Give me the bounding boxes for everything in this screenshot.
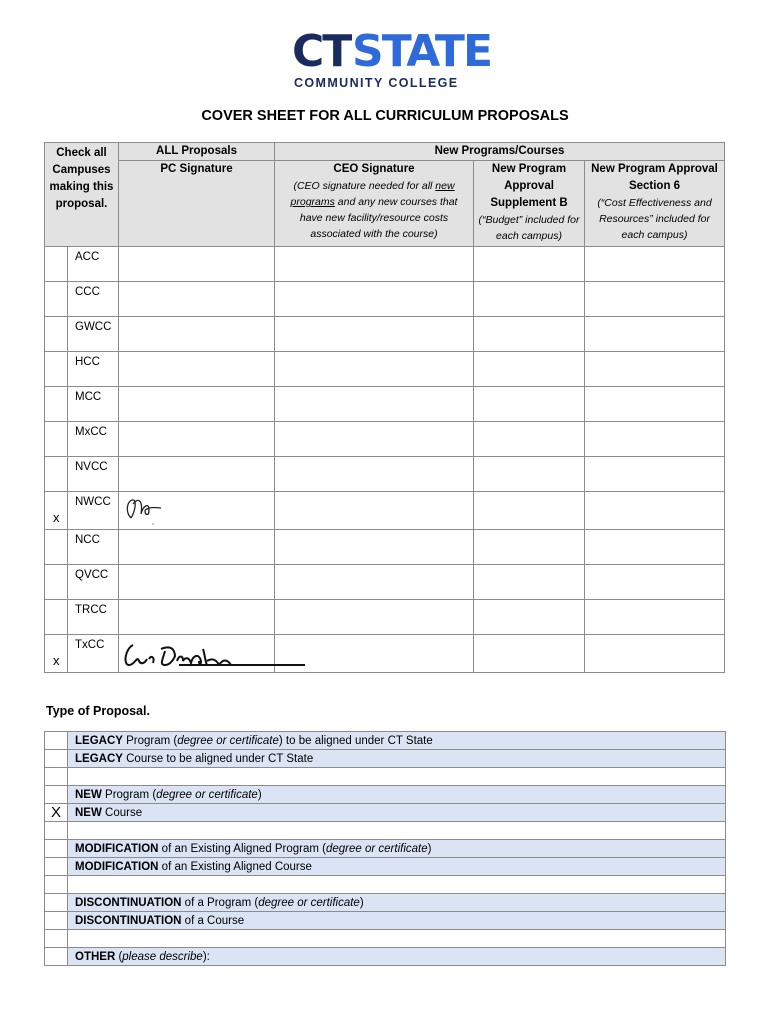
ceo-signature-cell[interactable] bbox=[275, 600, 474, 635]
proposal-type-row bbox=[45, 894, 726, 912]
campus-row bbox=[45, 530, 725, 565]
pc-signature-cell[interactable] bbox=[119, 492, 275, 530]
campus-row bbox=[45, 282, 725, 317]
proposal-type-text-ital: degree or certificate bbox=[177, 734, 279, 747]
campus-column-divider bbox=[67, 456, 68, 492]
proposal-type-text-pre: ( bbox=[115, 950, 123, 963]
campus-row bbox=[45, 422, 725, 457]
ceo-signature-cell[interactable] bbox=[275, 282, 474, 317]
campus-checkbox[interactable] bbox=[45, 282, 119, 317]
proposal-type-checkbox[interactable] bbox=[45, 894, 68, 912]
proposal-type-label bbox=[68, 786, 726, 804]
section-6-cell[interactable] bbox=[585, 352, 725, 387]
header-check-label: Check all Campuses making this proposal. bbox=[49, 147, 114, 210]
proposal-type-text-post: ) bbox=[359, 896, 364, 909]
header-section-6 bbox=[585, 161, 725, 247]
proposal-type-checkbox[interactable] bbox=[45, 822, 68, 840]
section-6-title: New Program Approval Section 6 bbox=[591, 163, 718, 192]
ceo-signature-cell[interactable] bbox=[275, 492, 474, 530]
proposal-type-text-pre: Course bbox=[101, 806, 143, 819]
section-6-note: (“Cost Effectiveness and Resources” included for each campus) bbox=[597, 197, 712, 241]
supplement-b-cell[interactable] bbox=[474, 247, 585, 282]
proposal-type-row bbox=[45, 822, 726, 840]
pc-signature-cell[interactable] bbox=[119, 635, 275, 673]
proposal-type-checkbox[interactable] bbox=[45, 750, 68, 768]
supplement-b-cell[interactable] bbox=[474, 352, 585, 387]
proposal-type-text-pre: Program ( bbox=[122, 734, 178, 747]
ceo-signature-note: (CEO signature needed for all new programs and any new courses that have new facility/resource costs associated with the course) bbox=[290, 180, 458, 240]
proposal-type-text-ital: please describe bbox=[122, 950, 203, 963]
proposal-type-checkbox[interactable] bbox=[45, 786, 68, 804]
campus-row bbox=[45, 457, 725, 492]
campus-name: CCC bbox=[75, 286, 100, 298]
campus-name: TRCC bbox=[75, 604, 107, 616]
logo-ct-text: CT bbox=[292, 26, 351, 77]
header-ceo-signature bbox=[275, 161, 474, 247]
proposal-type-label bbox=[68, 894, 726, 912]
ct-state-logo bbox=[292, 26, 491, 92]
campus-checkbox[interactable] bbox=[45, 600, 119, 635]
proposal-type-label bbox=[68, 876, 726, 894]
pc-signature-cell[interactable] bbox=[119, 457, 275, 492]
campus-checkbox[interactable] bbox=[45, 317, 119, 352]
section-6-cell[interactable] bbox=[585, 422, 725, 457]
proposal-type-checkbox[interactable] bbox=[45, 732, 68, 750]
proposal-type-row bbox=[45, 768, 726, 786]
campus-checkbox[interactable] bbox=[45, 247, 119, 282]
campus-row bbox=[45, 317, 725, 352]
proposal-type-label bbox=[68, 822, 726, 840]
proposal-type-row bbox=[45, 840, 726, 858]
proposal-type-text-pre: of an Existing Aligned Program ( bbox=[158, 842, 326, 855]
proposal-type-label bbox=[68, 840, 726, 858]
campus-row bbox=[45, 635, 725, 673]
campus-column-divider bbox=[67, 386, 68, 422]
proposal-type-checkbox[interactable] bbox=[45, 768, 68, 786]
pc-signature-cell[interactable] bbox=[119, 422, 275, 457]
campus-check-mark: x bbox=[53, 653, 60, 668]
campus-name: QVCC bbox=[75, 569, 109, 581]
supplement-b-cell[interactable] bbox=[474, 422, 585, 457]
supplement-b-cell[interactable] bbox=[474, 282, 585, 317]
proposal-type-row bbox=[45, 876, 726, 894]
proposal-type-text-bold: NEW bbox=[75, 806, 102, 819]
proposal-type-label bbox=[68, 804, 726, 822]
proposal-type-text-bold: MODIFICATION bbox=[75, 860, 159, 873]
campus-column-divider bbox=[67, 529, 68, 565]
ceo-signature-cell[interactable] bbox=[275, 635, 474, 673]
campus-name: NCC bbox=[75, 534, 100, 546]
proposal-type-text-bold: DISCONTINUATION bbox=[75, 896, 182, 909]
ceo-signature-cell[interactable] bbox=[275, 317, 474, 352]
section-6-cell[interactable] bbox=[585, 387, 725, 422]
campus-column-divider bbox=[67, 491, 68, 530]
campus-row bbox=[45, 387, 725, 422]
proposal-type-text-pre: of a Course bbox=[181, 914, 245, 927]
supplement-b-cell[interactable] bbox=[474, 600, 585, 635]
pc-signature-cell[interactable] bbox=[119, 282, 275, 317]
supplement-b-cell[interactable] bbox=[474, 565, 585, 600]
section-6-cell[interactable] bbox=[585, 247, 725, 282]
logo-subtitle: COMMUNITY COLLEGE bbox=[294, 76, 459, 90]
supplement-b-note: (“Budget” included for each campus) bbox=[478, 214, 580, 242]
campus-checkbox[interactable] bbox=[45, 530, 119, 565]
supplement-b-title: New Program Approval Supplement B bbox=[490, 163, 568, 209]
supplement-b-cell[interactable] bbox=[474, 457, 585, 492]
campus-column-divider bbox=[67, 564, 68, 600]
proposal-type-text-pre: Program ( bbox=[101, 788, 157, 801]
campus-name: NWCC bbox=[75, 496, 111, 508]
pc-signature-cell[interactable] bbox=[119, 387, 275, 422]
section-6-cell[interactable] bbox=[585, 635, 725, 673]
pc-signature-cell[interactable] bbox=[119, 530, 275, 565]
proposal-type-label bbox=[68, 732, 726, 750]
document-title: COVER SHEET FOR ALL CURRICULUM PROPOSALS bbox=[201, 108, 569, 124]
proposal-type-table bbox=[44, 731, 726, 966]
supplement-b-cell[interactable] bbox=[474, 530, 585, 565]
campus-name: TxCC bbox=[75, 639, 105, 651]
campus-row bbox=[45, 247, 725, 282]
proposal-type-text-pre: Course to be aligned under CT State bbox=[122, 752, 314, 765]
proposal-type-row bbox=[45, 948, 726, 966]
campus-column-divider bbox=[67, 316, 68, 352]
pc-signature-cell[interactable] bbox=[119, 352, 275, 387]
proposal-type-text-post: ) bbox=[257, 788, 262, 801]
supplement-b-cell[interactable] bbox=[474, 317, 585, 352]
section-6-cell[interactable] bbox=[585, 600, 725, 635]
proposal-type-label bbox=[68, 750, 726, 768]
campus-name: ACC bbox=[75, 251, 100, 263]
campus-name: NVCC bbox=[75, 461, 108, 473]
proposal-type-row bbox=[45, 804, 726, 822]
campus-row bbox=[45, 600, 725, 635]
supplement-b-cell[interactable] bbox=[474, 635, 585, 673]
proposal-type-text-pre: of a Program ( bbox=[181, 896, 259, 909]
pc-signature-cell[interactable] bbox=[119, 317, 275, 352]
header-pc-signature: PC Signature bbox=[119, 161, 275, 247]
section-6-cell[interactable] bbox=[585, 565, 725, 600]
campus-name: MxCC bbox=[75, 426, 107, 438]
campus-column-divider bbox=[67, 421, 68, 457]
proposal-type-checkbox[interactable] bbox=[45, 948, 68, 966]
proposal-type-checkbox[interactable] bbox=[45, 930, 68, 948]
campus-checkbox[interactable] bbox=[45, 422, 119, 457]
section-6-cell[interactable] bbox=[585, 492, 725, 530]
section-6-cell[interactable] bbox=[585, 317, 725, 352]
proposal-type-text-bold: MODIFICATION bbox=[75, 842, 159, 855]
ceo-signature-cell[interactable] bbox=[275, 565, 474, 600]
ceo-signature-cell[interactable] bbox=[275, 530, 474, 565]
campus-column-divider bbox=[67, 351, 68, 387]
proposal-type-text-post: ) to be aligned under CT State bbox=[278, 734, 433, 747]
section-6-cell[interactable] bbox=[585, 530, 725, 565]
section-6-cell[interactable] bbox=[585, 457, 725, 492]
campus-row bbox=[45, 352, 725, 387]
campus-checkbox[interactable] bbox=[45, 457, 119, 492]
campus-checkbox[interactable] bbox=[45, 492, 119, 530]
proposal-type-text-bold: LEGACY bbox=[75, 734, 123, 747]
proposal-type-text-bold: NEW bbox=[75, 788, 102, 801]
proposal-type-checkbox[interactable]: X bbox=[45, 804, 68, 822]
supplement-b-cell[interactable] bbox=[474, 492, 585, 530]
proposal-type-checkbox[interactable] bbox=[45, 876, 68, 894]
campus-checkbox[interactable] bbox=[45, 635, 119, 673]
header-check-campuses bbox=[45, 143, 119, 247]
proposal-type-label bbox=[68, 912, 726, 930]
pc-signature-cell[interactable] bbox=[119, 247, 275, 282]
campus-name: HCC bbox=[75, 356, 100, 368]
proposal-type-text-bold: LEGACY bbox=[75, 752, 123, 765]
campus-name: MCC bbox=[75, 391, 102, 403]
campus-name: GWCC bbox=[75, 321, 112, 333]
ceo-signature-cell[interactable] bbox=[275, 422, 474, 457]
campus-column-divider bbox=[67, 599, 68, 635]
campus-row bbox=[45, 565, 725, 600]
ceo-signature-cell[interactable] bbox=[275, 457, 474, 492]
supplement-b-cell[interactable] bbox=[474, 387, 585, 422]
proposal-type-text-pre: of an Existing Aligned Course bbox=[158, 860, 312, 873]
campus-check-mark: x bbox=[53, 510, 60, 525]
ceo-signature-cell[interactable] bbox=[275, 247, 474, 282]
proposal-type-text-ital: degree or certificate bbox=[156, 788, 258, 801]
pc-signature-cell[interactable] bbox=[119, 565, 275, 600]
header-all-proposals: ALL Proposals bbox=[119, 143, 275, 161]
type-of-proposal-heading: Type of Proposal. bbox=[46, 704, 150, 718]
proposal-type-label bbox=[68, 930, 726, 948]
campus-column-divider bbox=[67, 281, 68, 317]
proposal-type-label bbox=[68, 948, 726, 966]
ceo-signature-label: CEO Signature bbox=[333, 163, 415, 175]
logo-state-text: STATE bbox=[352, 26, 491, 77]
proposal-type-text-post: ): bbox=[202, 950, 210, 963]
proposal-type-text-ital: degree or certificate bbox=[258, 896, 360, 909]
header-supplement-b bbox=[474, 161, 585, 247]
nwcc-signature-image bbox=[119, 492, 179, 526]
proposal-type-text-ital: degree or certificate bbox=[325, 842, 428, 855]
pc-signature-cell[interactable] bbox=[119, 600, 275, 635]
campus-checkbox[interactable] bbox=[45, 565, 119, 600]
proposal-type-text-bold: OTHER bbox=[75, 950, 116, 963]
ceo-signature-cell[interactable] bbox=[275, 352, 474, 387]
campus-column-divider bbox=[67, 246, 68, 282]
proposal-type-row bbox=[45, 786, 726, 804]
ceo-signature-cell[interactable] bbox=[275, 387, 474, 422]
header-new-programs: New Programs/Courses bbox=[275, 143, 725, 161]
proposal-type-label bbox=[68, 768, 726, 786]
proposal-type-label bbox=[68, 858, 726, 876]
proposal-type-row bbox=[45, 930, 726, 948]
proposal-type-checkbox[interactable] bbox=[45, 840, 68, 858]
campus-row bbox=[45, 492, 725, 530]
proposal-type-text-bold: DISCONTINUATION bbox=[75, 914, 182, 927]
section-6-cell[interactable] bbox=[585, 282, 725, 317]
campus-checkbox[interactable] bbox=[45, 352, 119, 387]
proposal-type-row bbox=[45, 912, 726, 930]
campus-checkbox[interactable] bbox=[45, 387, 119, 422]
proposal-type-row bbox=[45, 750, 726, 768]
proposal-type-row bbox=[45, 732, 726, 750]
proposal-type-checkbox[interactable] bbox=[45, 912, 68, 930]
campus-column-divider bbox=[67, 634, 68, 673]
proposal-type-row bbox=[45, 858, 726, 876]
campus-signature-table bbox=[44, 142, 725, 673]
proposal-type-text-post: ) bbox=[427, 842, 432, 855]
proposal-type-checkbox[interactable] bbox=[45, 858, 68, 876]
